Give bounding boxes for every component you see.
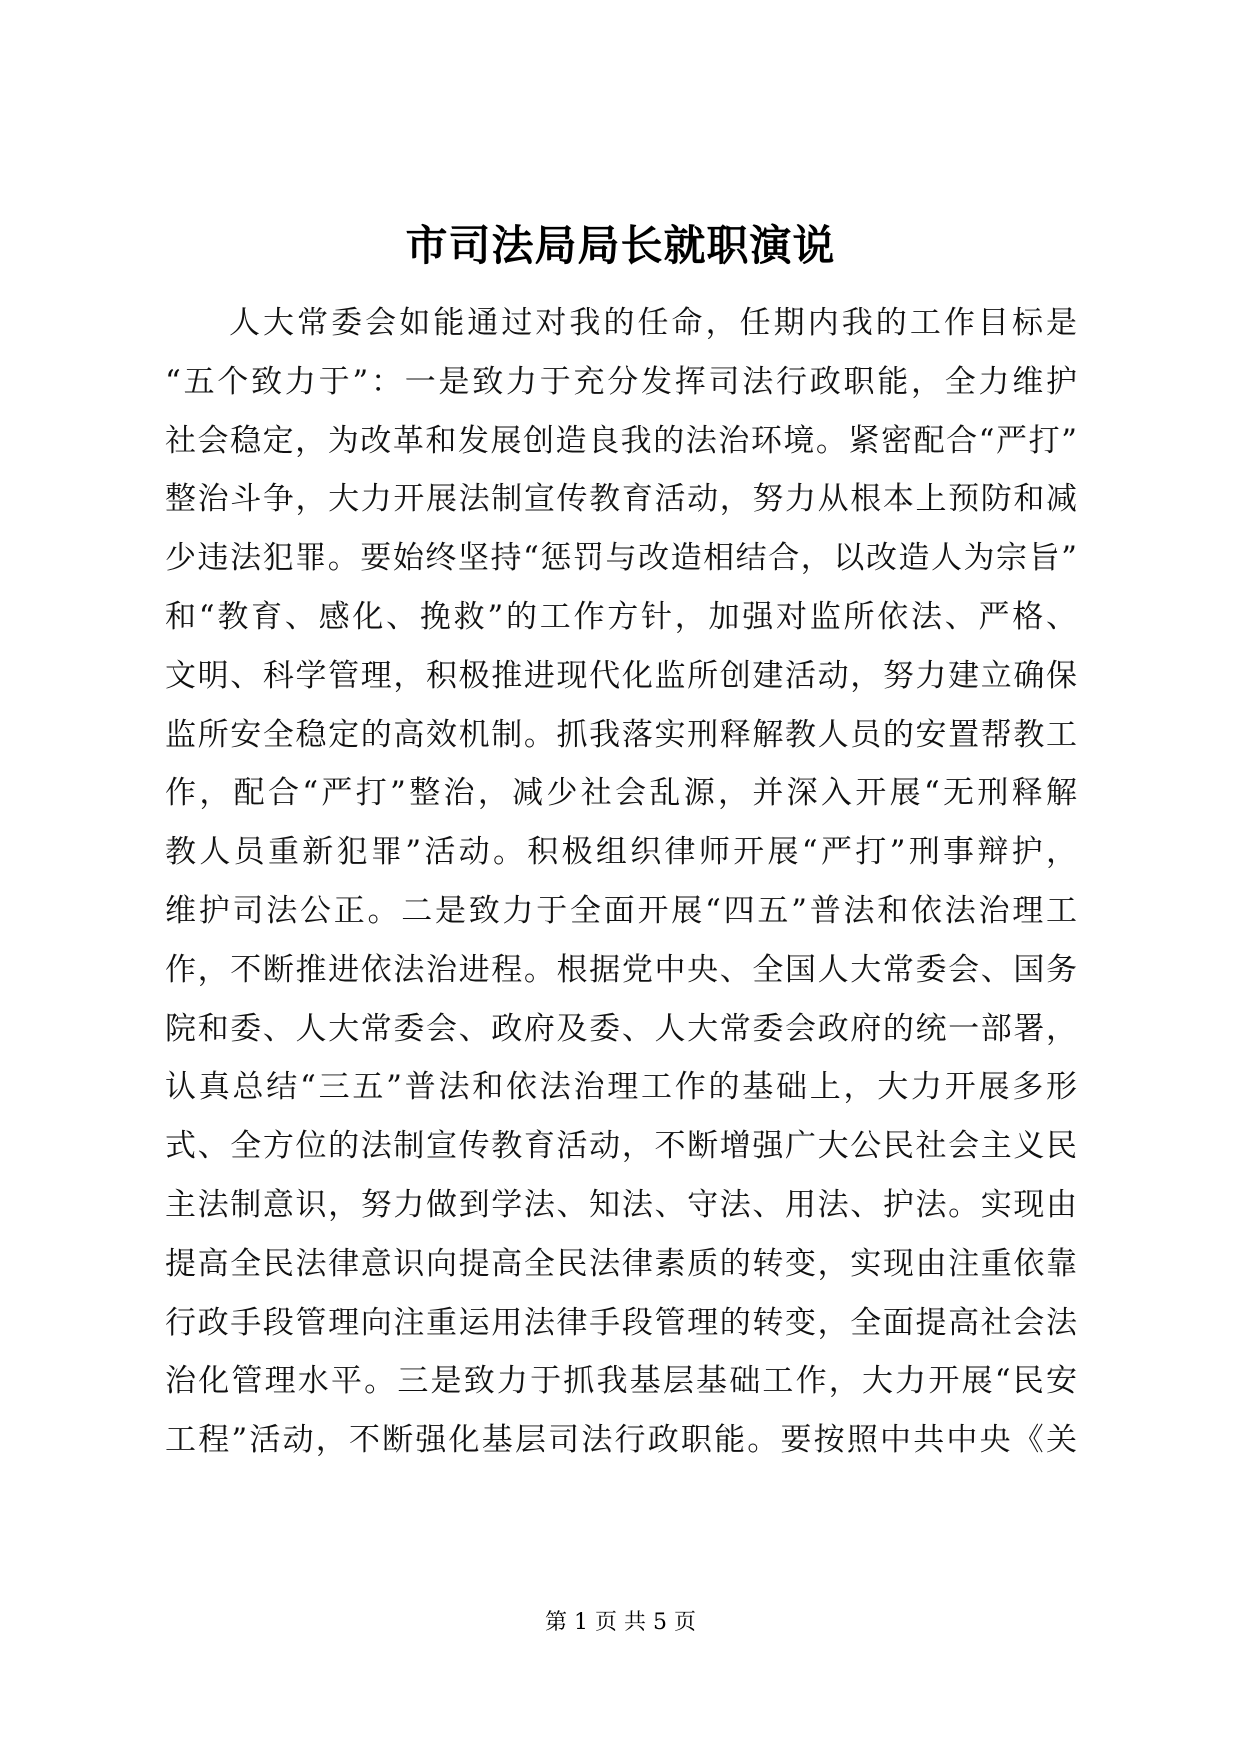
body-line: 治化管理水平。三是致力于抓我基层基础工作，大力开展“民安 — [165, 1363, 1077, 1400]
body-line: 式、全方位的法制宣传教育活动，不断增强广大公民社会主义民 — [165, 1128, 1077, 1165]
body-line: 维护司法公正。二是致力于全面开展“四五”普法和依法治理工 — [165, 892, 1077, 929]
body-line: 行政手段管理向注重运用法律手段管理的转变，全面提高社会法 — [165, 1304, 1077, 1341]
body-line: “五个致力于”：一是致力于充分发挥司法行政职能，全力维护 — [165, 363, 1077, 400]
body-line: 教人员重新犯罪”活动。积极组织律师开展“严打”刑事辩护， — [165, 834, 1077, 871]
body-line: 监所安全稳定的高效机制。抓我落实刑释解教人员的安置帮教工 — [165, 716, 1077, 753]
body-line: 作，配合“严打”整治，减少社会乱源，并深入开展“无刑释解 — [165, 775, 1077, 812]
body-line: 文明、科学管理，积极推进现代化监所创建活动，努力建立确保 — [165, 657, 1077, 694]
body-line: 少违法犯罪。要始终坚持“惩罚与改造相结合，以改造人为宗旨” — [165, 540, 1077, 577]
body-line: 提高全民法律意识向提高全民法律素质的转变，实现由注重依靠 — [165, 1245, 1077, 1282]
document-title: 市司法局局长就职演说 — [405, 221, 836, 270]
body-line: 人大常委会如能通过对我的任命，任期内我的工作目标是 — [229, 305, 1077, 341]
page-number-footer: 第 1 页 共 5 页 — [545, 1610, 696, 1635]
body-line: 作，不断推进依法治进程。根据党中央、全国人大常委会、国务 — [165, 951, 1077, 988]
body-line: 社会稳定，为改革和发展创造良我的法治环境。紧密配合“严打” — [165, 422, 1077, 459]
document-body — [165, 294, 1077, 1470]
body-line: 认真总结“三五”普法和依法治理工作的基础上，大力开展多形 — [165, 1069, 1077, 1106]
body-line: 和“教育、感化、挽救”的工作方针，加强对监所依法、严格、 — [165, 598, 1077, 635]
body-line: 整治斗争，大力开展法制宣传教育活动，努力从根本上预防和减 — [165, 481, 1077, 518]
body-line: 工程”活动，不断强化基层司法行政职能。要按照中共中央《关 — [165, 1422, 1077, 1459]
body-line: 院和委、人大常委会、政府及委、人大常委会政府的统一部署， — [165, 1010, 1077, 1047]
body-line: 主法制意识，努力做到学法、知法、守法、用法、护法。实现由 — [165, 1186, 1077, 1223]
